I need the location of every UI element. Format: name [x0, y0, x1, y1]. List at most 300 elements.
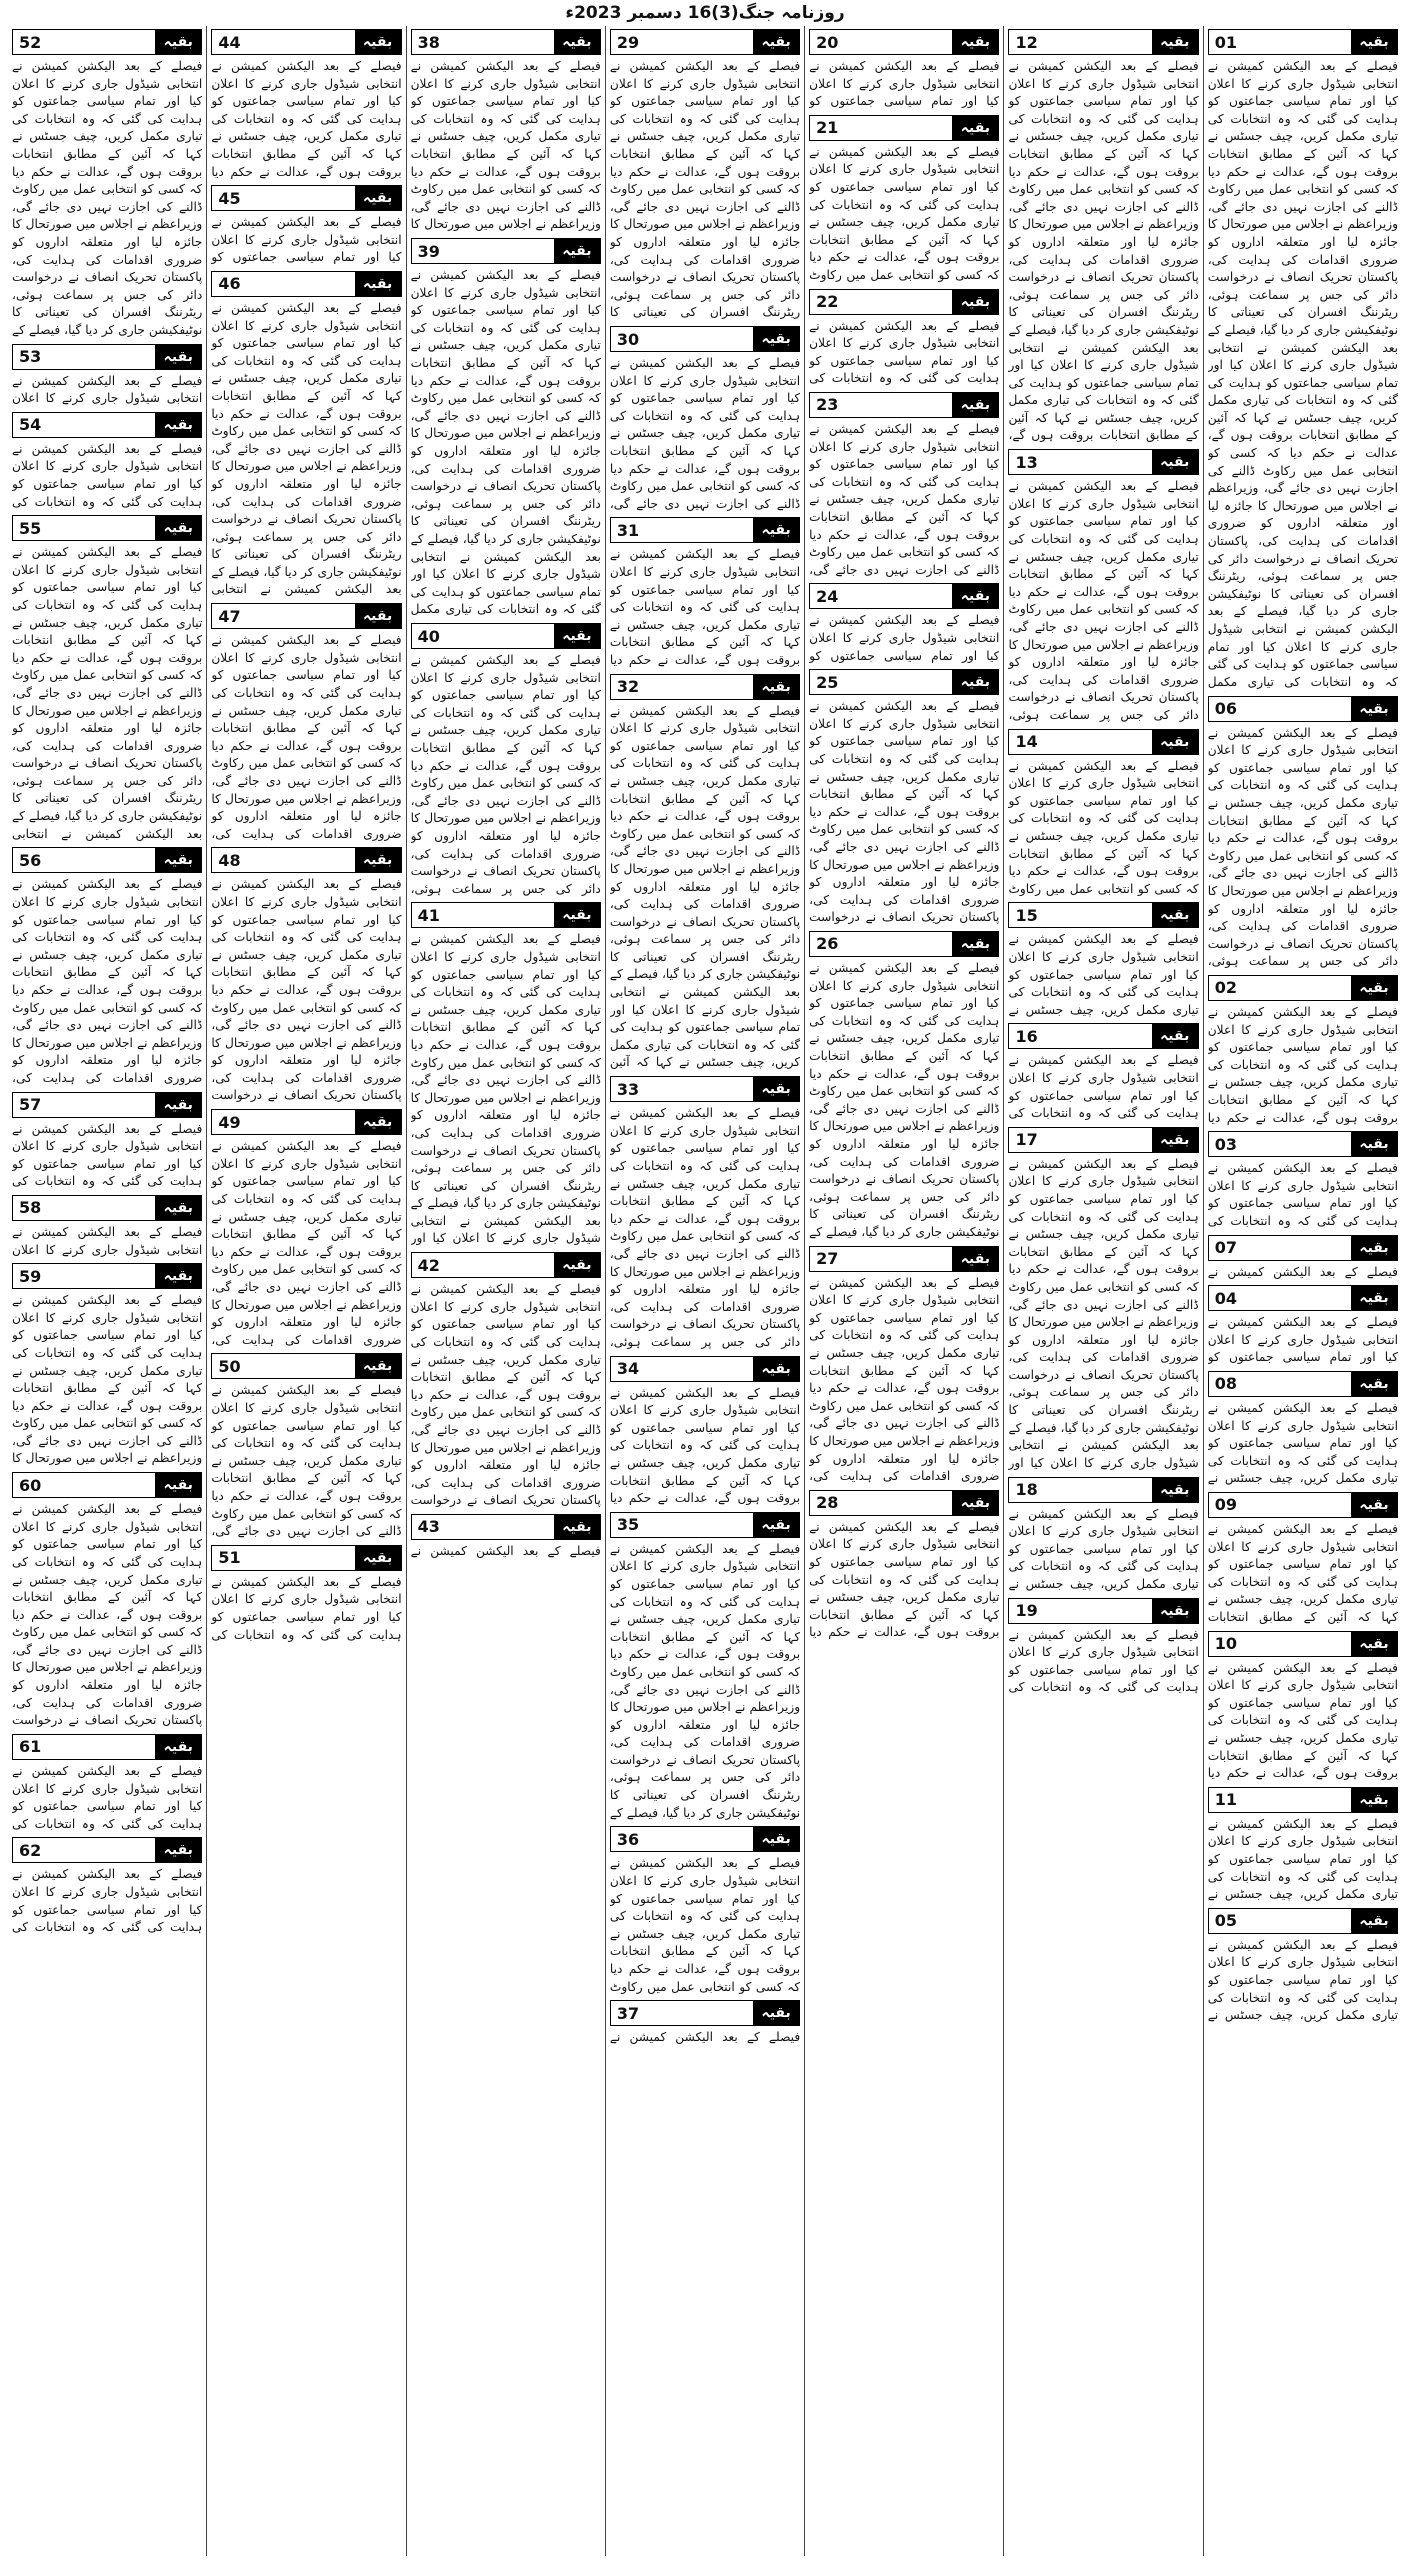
continuation-number: 53	[19, 347, 42, 367]
continuation-header	[211, 603, 401, 629]
continuation-tag: بقیہ	[355, 604, 401, 628]
continuation-tag: بقیہ	[952, 1247, 998, 1271]
continuation-tag: بقیہ	[1351, 1909, 1397, 1933]
continuation-number: 19	[1015, 1601, 1038, 1621]
continuation-number: 59	[19, 1266, 42, 1286]
continuation-tag: بقیہ	[554, 903, 600, 927]
continuation-number: 54	[19, 415, 42, 435]
continuation-tag: بقیہ	[753, 1513, 799, 1537]
continuation-box	[12, 1472, 202, 1730]
continuation-header	[1208, 1631, 1398, 1657]
continuation-box	[1008, 729, 1198, 899]
continuation-number: 11	[1214, 1790, 1237, 1810]
continuation-text: فیصلے کے بعد الیکشن کمیشن نے انتخابی شیڈول جاری کرنے کا اعلان کیا اور تمام سیاسی جماعتوں کو ہدایت کی گئی کہ وہ انتخابات کی تیاری مکمل کریں، چیف جسٹس نے کہا کہ آئین کے مطابق انتخابات بروقت ہوں گے، عدالت نے حکم دیا کہ کسی کو انتخابی عمل میں رکاوٹ ڈالنے کی اجازت نہیں دی جائے گی، وزیراعظم نے اجلاس میں صورتحال کا جائزہ لیا اور متعلقہ اداروں کو ضروری اقدامات کی ہدایت کی، پاکستان تحریک انصاف نے درخواست دائر کی جس پر سماعت ہوئی، ریٹرننگ افسران کی تعیناتی کا نوٹیفکیشن جاری کر دیا گیا، فیصلے کے	[609, 1541, 801, 1820]
continuation-text: فیصلے کے بعد الیکشن کمیشن نے انتخابی شیڈول جاری کرنے کا اعلان کیا اور تمام سیاسی جماعتوں کو ہدایت کی گئی کہ وہ انتخابات کی تیاری مکمل کریں، چیف جسٹس نے کہا کہ آئین کے مطابق انتخابات بروقت ہوں گے، عدالت نے حکم دیا	[1207, 1004, 1398, 1125]
continuation-header	[411, 1252, 601, 1278]
continuation-text: فیصلے کے بعد الیکشن کمیشن نے انتخابی شیڈول جاری کرنے کا اعلان کیا اور تمام سیاسی جماعتوں کو ہدایت کی گئی کہ وہ انتخابات کی تیاری مکمل کریں، چیف جسٹس نے	[1008, 932, 1199, 1017]
continuation-text: فیصلے کے بعد الیکشن کمیشن نے انتخابی شیڈول جاری کرنے کا اعلان کیا اور تمام سیاسی جماعتوں کو ہدایت کی گئی کہ وہ انتخابات کی	[211, 1574, 402, 1642]
continuation-number: 23	[816, 395, 839, 415]
continuation-header	[12, 1837, 202, 1863]
continuation-header	[411, 1514, 601, 1540]
continuation-text: فیصلے کے بعد الیکشن کمیشن نے انتخابی شیڈول جاری کرنے کا اعلان کیا اور تمام سیاسی جماعتوں کو ہدایت کی گئی کہ وہ انتخابات کی تیاری مکمل کریں، چیف جسٹس نے کہا کہ آئین کے مطابق انتخابات بروقت ہوں گے، عدالت نے حکم دیا کہ کسی کو انتخابی عمل میں رکاوٹ ڈالنے کی اجازت نہیں دی جائے گی، وزیراعظم نے اجلاس میں صورتحال کا جائزہ لیا اور متعلقہ اداروں کو ضروری اقدامات کی ہدایت کی،	[12, 877, 203, 1085]
continuation-text: فیصلے کے بعد الیکشن کمیشن نے انتخابی شیڈول جاری کرنے کا اعلان کیا اور تمام سیاسی جماعتوں کو ہدایت کی گئی کہ وہ انتخابات کی	[12, 1763, 203, 1831]
continuation-text: فیصلے کے بعد الیکشن کمیشن نے انتخابی شیڈول جاری کرنے کا اعلان کیا اور تمام سیاسی جماعتوں کو ہدایت کی گئی کہ وہ انتخابات کی تیاری مکمل کریں، چیف جسٹس نے کہا کہ آئین کے مطابق انتخابات بروقت ہوں گے، عدالت نے حکم دیا کہ کسی کو انتخابی عمل میں رکاوٹ ڈالنے کی اجازت نہیں دی جائے گی، وزیراعظم نے اجلاس میں صورتحال کا جائزہ لیا اور متعلقہ اداروں کو ضروری اقدامات کی ہدایت کی، پاکستان تحریک انصاف نے درخواست	[211, 877, 402, 1103]
continuation-header	[12, 1195, 202, 1221]
continuation-text: فیصلے کے بعد الیکشن کمیشن نے انتخابی شیڈول جاری کرنے کا اعلان کیا اور تمام سیاسی جماعتوں کو ہدایت کی گئی کہ وہ انتخابات کی تیاری مکمل کریں، چیف جسٹس نے کہا کہ آئین کے مطابق انتخابات بروقت ہوں گے، عدالت نے حکم دیا	[211, 59, 402, 179]
continuation-text: فیصلے کے بعد الیکشن کمیشن نے انتخابی شیڈول جاری کرنے کا اعلان کیا اور تمام سیاسی جماعتوں کو ہدایت کی گئی کہ وہ انتخابات کی تیاری مکمل کریں، چیف جسٹس نے کہا کہ آئین کے مطابق انتخابات بروقت ہوں گے، عدالت نے حکم دیا کہ کسی کو انتخابی عمل میں رکاوٹ ڈالنے کی اجازت نہیں دی جائے گی،	[609, 356, 801, 511]
continuation-box	[1008, 1023, 1198, 1122]
column-1	[1203, 26, 1402, 2556]
continuation-tag: بقیہ	[355, 30, 401, 54]
continuation-tag: بقیہ	[753, 1077, 799, 1101]
continuation-tag: بقیہ	[355, 1546, 401, 1570]
continuation-number: 34	[616, 1359, 640, 1379]
continuation-header	[809, 931, 999, 957]
continuation-number: 13	[1015, 452, 1038, 472]
continuation-tag: بقیہ	[155, 1838, 201, 1862]
continuation-box	[411, 238, 601, 619]
continuation-header	[809, 1246, 999, 1272]
continuation-tag: بقیہ	[952, 30, 998, 54]
continuation-header	[411, 623, 601, 649]
continuation-text: فیصلے کے بعد الیکشن کمیشن نے انتخابی شیڈول جاری کرنے کا اعلان کیا اور تمام سیاسی جماعتوں کو ہدایت کی گئی کہ وہ انتخابات کی	[1207, 1161, 1398, 1228]
continuation-box	[12, 29, 202, 340]
continuation-tag: بقیہ	[1351, 1632, 1397, 1656]
continuation-tag: بقیہ	[753, 2001, 799, 2025]
continuation-number: 50	[218, 1356, 241, 1376]
continuation-header	[1208, 1908, 1398, 1934]
continuation-tag: بقیہ	[355, 1110, 401, 1134]
continuation-tag: بقیہ	[952, 290, 998, 314]
continuation-box	[610, 1356, 800, 1508]
continuation-header	[809, 29, 999, 55]
continuation-number: 09	[1214, 1495, 1237, 1515]
continuation-number: 36	[616, 1829, 640, 1849]
continuation-tag: بقیہ	[554, 30, 600, 54]
continuation-box	[211, 1353, 401, 1540]
continuation-box	[12, 1837, 202, 1936]
continuation-tag: بقیہ	[753, 675, 799, 699]
continuation-text: فیصلے کے بعد الیکشن کمیشن نے انتخابی شیڈول جاری کرنے کا اعلان کیا اور تمام سیاسی جماعتوں کو ہدایت کی گئی کہ وہ انتخابات کی تیاری مکمل کریں، چیف جسٹس نے کہا کہ آئین کے مطابق انتخابات بروقت ہوں گے، عدالت نے حکم دیا کہ کسی کو انتخابی عمل میں رکاوٹ ڈالنے کی اجازت نہیں دی جائے گی، وزیراعظم نے اجلاس میں صورتحال کا جائزہ لیا اور متعلقہ اداروں کو ضروری اقدامات کی ہدایت کی،	[809, 1275, 1000, 1484]
continuation-header	[610, 2000, 800, 2026]
continuation-header	[211, 29, 401, 55]
continuation-tag: بقیہ	[753, 327, 799, 351]
continuation-header	[809, 392, 999, 418]
continuation-number: 56	[19, 850, 42, 870]
continuation-box	[1208, 1131, 1398, 1230]
continuation-box	[1208, 1908, 1398, 2025]
continuation-text: فیصلے کے بعد الیکشن کمیشن نے انتخابی شیڈول جاری کرنے کا اعلان کیا اور تمام سیاسی جماعتوں کو ہدایت کی گئی کہ وہ انتخابات کی تیاری مکمل کریں، چیف جسٹس نے کہا کہ آئین کے مطابق انتخابات بروقت ہوں گے، عدالت نے حکم دیا کہ کسی کو انتخابی عمل میں رکاوٹ ڈالنے کی اجازت نہیں دی جائے گی، وزیراعظم نے اجلاس میں صورتحال کا جائزہ لیا اور متعلقہ اداروں کو ضروری اقدامات کی ہدایت کی، پاکستان تحریک انصاف نے درخواست دائر کی جس پر سماعت ہوئی، ریٹرننگ افسران کی تعیناتی کا نوٹیفکیشن جاری کر دیا گیا، فیصلے کے بعد الیکشن کمیشن نے انتخابی شیڈول جاری کرنے کا اعلان کیا اور تمام سیاسی جماعتوں کو ہدایت کی گئی کہ وہ انتخابات کی تیاری مکمل کریں، چیف جسٹس نے کہا کہ آئین کے مطابق انتخابات بروقت ہوں گے،	[1008, 59, 1199, 443]
continuation-box	[411, 902, 601, 1248]
continuation-header	[211, 1109, 401, 1135]
continuation-tag: بقیہ	[554, 1515, 600, 1539]
continuation-box	[1208, 1371, 1398, 1488]
continuation-tag: بقیہ	[952, 932, 998, 956]
continuation-tag: بقیہ	[155, 1093, 201, 1117]
continuation-text: فیصلے کے بعد الیکشن کمیشن نے انتخابی شیڈول جاری کرنے کا اعلان کیا اور تمام سیاسی جماعتوں کو	[809, 59, 1000, 109]
continuation-text: فیصلے کے بعد الیکشن کمیشن نے انتخابی شیڈول جاری کرنے کا اعلان کیا اور تمام سیاسی جماعتوں کو ہدایت کی گئی کہ وہ انتخابات کی تیاری مکمل کریں، چیف جسٹس نے کہا کہ آئین کے مطابق انتخابات بروقت ہوں گے، عدالت نے حکم دیا کہ کسی کو انتخابی عمل میں رکاوٹ ڈالنے کی اجازت نہیں دی جائے گی، وزیراعظم نے اجلاس میں صورتحال کا جائزہ لیا اور متعلقہ اداروں کو ضروری اقدامات کی ہدایت کی، پاکستان تحریک انصاف نے درخواست	[809, 699, 1000, 925]
continuation-tag: بقیہ	[155, 516, 201, 540]
continuation-box	[411, 1514, 601, 1561]
continuation-header	[610, 1826, 800, 1852]
continuation-tag: بقیہ	[952, 116, 998, 140]
continuation-text: فیصلے کے بعد الیکشن کمیشن نے انتخابی شیڈول جاری کرنے کا اعلان کیا اور تمام سیاسی جماعتوں کو ہدایت کی گئی کہ وہ انتخابات کی تیاری مکمل کریں، چیف جسٹس نے کہا کہ آئین کے مطابق انتخابات بروقت ہوں گے، عدالت نے حکم دیا کہ کسی کو انتخابی عمل میں رکاوٹ ڈالنے کی اجازت نہیں دی جائے گی، وزیراعظم نے اجلاس میں صورتحال کا جائزہ لیا اور متعلقہ اداروں کو ضروری اقدامات کی ہدایت کی، پاکستان تحریک انصاف نے درخواست دائر کی جس پر سماعت ہوئی، ریٹرننگ افسران کی تعیناتی کا نوٹیفکیشن جاری کر دیا گیا، فیصلے کے بعد الیکشن کمیشن نے انتخابی	[12, 545, 203, 841]
continuation-box	[12, 1195, 202, 1259]
continuation-text: فیصلے کے بعد الیکشن کمیشن نے انتخابی شیڈول جاری کرنے کا اعلان کیا اور تمام سیاسی جماعتوں کو ہدایت کی گئی کہ وہ انتخابات کی تیاری مکمل کریں، چیف جسٹس نے کہا کہ آئین کے مطابق انتخابات بروقت ہوں گے، عدالت نے حکم دیا کہ کسی کو انتخابی عمل میں رکاوٹ ڈالنے کی اجازت نہیں دی جائے گی، وزیراعظم نے اجلاس میں صورتحال کا جائزہ لیا اور متعلقہ اداروں کو ضروری اقدامات کی ہدایت کی، پاکستان تحریک انصاف نے درخواست دائر کی جس پر سماعت ہوئی، ریٹرننگ افسران کی تعیناتی کا نوٹیفکیشن جاری کر دیا گیا، فیصلے کے بعد الیکشن کمیشن نے انتخابی شیڈول جاری کرنے کا اعلان کیا اور	[1008, 1156, 1199, 1470]
continuation-text: فیصلے کے بعد الیکشن کمیشن نے انتخابی شیڈول جاری کرنے کا اعلان کیا اور تمام سیاسی جماعتوں کو ہدایت کی گئی کہ وہ انتخابات کی تیاری مکمل کریں، چیف جسٹس نے	[1008, 1506, 1199, 1591]
continuation-header	[1008, 449, 1198, 475]
continuation-number: 29	[616, 32, 640, 52]
continuation-text: فیصلے کے بعد الیکشن کمیشن نے انتخابی شیڈول جاری کرنے کا اعلان کیا اور تمام سیاسی جماعتوں کو ہدایت کی گئی کہ وہ انتخابات کی تیاری مکمل کریں، چیف جسٹس نے کہا کہ آئین کے مطابق انتخابات بروقت ہوں گے، عدالت نے حکم دیا کہ کسی کو انتخابی عمل میں رکاوٹ ڈالنے کی اجازت نہیں دی جائے گی، وزیراعظم نے اجلاس میں صورتحال کا جائزہ لیا اور متعلقہ اداروں کو ضروری اقدامات کی ہدایت کی، پاکستان تحریک انصاف نے درخواست دائر کی جس پر سماعت ہوئی، ریٹرننگ افسران کی تعیناتی کا نوٹیفکیشن جاری کر دیا گیا، فیصلے کے بعد الیکشن کمیشن نے انتخابی شیڈول جاری کرنے کا اعلان کیا اور	[410, 932, 601, 1246]
continuation-box	[610, 1076, 800, 1351]
column-4	[605, 26, 804, 2556]
continuation-text: فیصلے کے بعد الیکشن کمیشن نے انتخابی شیڈول جاری کرنے کا اعلان کیا اور تمام سیاسی جماعتوں کو ہدایت کی گئی کہ وہ انتخابات کی تیاری مکمل کریں، چیف جسٹس نے کہا کہ آئین کے مطابق انتخابات بروقت ہوں گے، عدالت نے حکم دیا	[609, 547, 801, 667]
continuation-number: 25	[816, 672, 839, 692]
continuation-number: 55	[19, 518, 42, 538]
continuation-tag: بقیہ	[1351, 30, 1397, 54]
continuation-number: 10	[1214, 1634, 1237, 1654]
continuation-text: فیصلے کے بعد الیکشن کمیشن نے انتخابی شیڈول جاری کرنے کا اعلان کیا اور تمام سیاسی جماعتوں کو ہدایت کی گئی کہ وہ انتخابات کی تیاری مکمل کریں، چیف جسٹس نے کہا کہ آئین کے مطابق انتخابات بروقت ہوں گے، عدالت نے حکم دیا کہ کسی کو انتخابی عمل میں رکاوٹ ڈالنے کی اجازت نہیں دی جائے گی، وزیراعظم نے اجلاس میں صورتحال کا جائزہ لیا اور متعلقہ اداروں کو ضروری اقدامات کی ہدایت کی، پاکستان تحریک انصاف نے درخواست دائر کی جس پر سماعت ہوئی، ریٹرننگ افسران کی تعیناتی کا نوٹیفکیشن جاری کر دیا گیا، فیصلے کے بعد الیکشن کمیشن نے انتخابی	[211, 300, 402, 597]
continuation-header	[1008, 902, 1198, 928]
continuation-box	[12, 412, 202, 511]
continuation-number: 62	[19, 1840, 42, 1860]
column-2	[1003, 26, 1202, 2556]
continuation-header	[12, 344, 202, 370]
continuation-text: فیصلے کے بعد الیکشن کمیشن نے انتخابی شیڈول جاری کرنے کا اعلان کیا اور تمام سیاسی جماعتوں کو	[1207, 1315, 1398, 1365]
continuation-tag: بقیہ	[355, 1354, 401, 1378]
continuation-box	[1008, 29, 1198, 445]
continuation-box	[809, 392, 999, 579]
continuation-text: فیصلے کے بعد الیکشن کمیشن نے انتخابی شیڈول جاری کرنے کا اعلان کیا اور تمام سیاسی جماعتوں کو ہدایت کی گئی کہ وہ انتخابات کی تیاری مکمل کریں، چیف جسٹس نے کہا کہ آئین کے مطابق انتخابات بروقت ہوں گے، عدالت نے حکم دیا کہ کسی کو انتخابی عمل میں رکاوٹ ڈالنے کی اجازت نہیں دی جائے گی، وزیراعظم نے اجلاس میں صورتحال کا جائزہ لیا اور متعلقہ اداروں کو ضروری اقدامات کی ہدایت کی، پاکستان تحریک انصاف نے درخواست دائر کی جس پر سماعت ہوئی، ریٹرننگ افسران کی تعیناتی کا نوٹیفکیشن جاری کر دیا گیا، فیصلے کے بعد الیکشن کمیشن نے انتخابی شیڈول جاری کرنے کا اعلان کیا اور تمام سیاسی جماعتوں کو ہدایت کی گئی کہ وہ انتخابات کی تیاری مکمل کریں، چیف جسٹس نے کہا کہ آئین کے مطابق انتخابات بروقت ہوں گے، عدالت نے حکم دیا کہ کسی کو انتخابی عمل میں رکاوٹ ڈالنے کی اجازت نہیں دی جائے گی، وزیراعظم نے اجلاس میں صورتحال کا جائزہ لیا اور متعلقہ اداروں کو ضروری اقدامات کی ہدایت کی، پاکستان تحریک انصاف نے درخواست دائر کی جس پر سماعت ہوئی، ریٹرننگ افسران کی تعیناتی کا نوٹیفکیشن جاری کر دیا گیا، فیصلے کے بعد الیکشن کمیشن نے انتخابی شیڈول جاری کرنے کا اعلان کیا اور تمام سیاسی جماعتوں کو ہدایت کی گئی کہ وہ انتخابات کی تیاری مکمل	[1207, 59, 1398, 689]
continuation-number: 04	[1214, 1288, 1237, 1308]
continuation-box	[211, 1109, 401, 1349]
continuation-text: فیصلے کے بعد الیکشن کمیشن نے انتخابی شیڈول جاری کرنے کا اعلان کیا اور تمام سیاسی جماعتوں کو ہدایت کی گئی کہ وہ انتخابات کی تیاری مکمل کریں، چیف جسٹس نے کہا کہ آئین کے مطابق انتخابات بروقت ہوں گے، عدالت نے حکم دیا کہ کسی کو انتخابی عمل میں رکاوٹ ڈالنے کی اجازت نہیں دی جائے گی،	[211, 1383, 402, 1539]
continuation-text: فیصلے کے بعد الیکشن کمیشن نے انتخابی شیڈول جاری کرنے کا اعلان کیا اور تمام سیاسی جماعتوں کو ہدایت کی گئی کہ وہ انتخابات کی تیاری مکمل کریں، چیف جسٹس نے کہا کہ آئین کے مطابق انتخابات بروقت ہوں گے، عدالت نے حکم دیا کہ کسی کو انتخابی عمل میں رکاوٹ ڈالنے کی اجازت نہیں دی جائے گی، وزیراعظم نے اجلاس میں صورتحال کا جائزہ لیا اور متعلقہ اداروں کو ضروری اقدامات کی ہدایت کی، پاکستان تحریک انصاف نے درخواست دائر کی جس پر سماعت ہوئی، ریٹرننگ افسران کی تعیناتی کا	[609, 59, 801, 320]
continuation-text: فیصلے کے بعد الیکشن کمیشن نے انتخابی شیڈول جاری کرنے کا اعلان	[12, 373, 203, 406]
continuation-text: فیصلے کے بعد الیکشن کمیشن نے انتخابی شیڈول جاری کرنے کا اعلان کیا اور تمام سیاسی جماعتوں کو ہدایت کی گئی کہ وہ انتخابات کی تیاری مکمل کریں، چیف جسٹس نے کہا کہ آئین کے مطابق انتخابات بروقت ہوں گے، عدالت نے حکم دیا	[1207, 1660, 1398, 1781]
continuation-number: 35	[616, 1515, 640, 1535]
continuation-header	[1208, 1787, 1398, 1813]
continuation-text: فیصلے کے بعد الیکشن کمیشن نے انتخابی شیڈول جاری کرنے کا اعلان کیا اور تمام سیاسی جماعتوں کو ہدایت کی گئی کہ وہ انتخابات کی تیاری مکمل کریں، چیف جسٹس نے کہا کہ آئین کے مطابق انتخابات بروقت ہوں گے، عدالت نے حکم دیا کہ کسی کو انتخابی عمل میں رکاوٹ ڈالنے کی اجازت نہیں دی جائے گی، وزیراعظم نے اجلاس میں صورتحال کا جائزہ لیا اور متعلقہ اداروں کو ضروری اقدامات کی ہدایت کی، پاکستان تحریک انصاف نے درخواست دائر کی جس پر سماعت ہوئی، ریٹرننگ افسران کی تعیناتی کا نوٹیفکیشن جاری کر دیا گیا، فیصلے کے بعد الیکشن کمیشن نے انتخابی شیڈول جاری کرنے کا اعلان کیا اور تمام سیاسی جماعتوں کو ہدایت کی گئی کہ وہ انتخابات کی تیاری مکمل کریں، چیف جسٹس نے کہا کہ آئین	[609, 703, 801, 1070]
continuation-text: فیصلے کے بعد الیکشن کمیشن نے انتخابی شیڈول جاری کرنے کا اعلان کیا اور تمام سیاسی جماعتوں کو	[809, 613, 1000, 663]
continuation-text: فیصلے کے بعد الیکشن کمیشن نے انتخابی شیڈول جاری کرنے کا اعلان کیا اور تمام سیاسی جماعتوں کو	[211, 215, 402, 265]
continuation-text: فیصلے کے بعد الیکشن کمیشن نے	[410, 1543, 601, 1558]
continuation-header	[809, 1490, 999, 1516]
continuation-header	[610, 1076, 800, 1102]
continuation-header	[1208, 1131, 1398, 1157]
continuation-number: 15	[1015, 905, 1038, 925]
continuation-number: 30	[616, 329, 640, 349]
continuation-tag: بقیہ	[1351, 1493, 1397, 1517]
continuation-header	[809, 115, 999, 141]
continuation-header	[12, 1734, 202, 1760]
continuation-number: 27	[816, 1249, 839, 1269]
continuation-header	[610, 517, 800, 543]
continuation-box	[12, 515, 202, 843]
continuation-text: فیصلے کے بعد الیکشن کمیشن نے انتخابی شیڈول جاری کرنے کا اعلان کیا اور تمام سیاسی جماعتوں کو ہدایت کی گئی کہ وہ انتخابات کی تیاری مکمل کریں، چیف جسٹس نے کہا کہ آئین کے مطابق انتخابات بروقت ہوں گے، عدالت نے حکم دیا کہ کسی کو انتخابی عمل میں رکاوٹ ڈالنے کی اجازت نہیں دی جائے گی، وزیراعظم نے اجلاس میں صورتحال کا جائزہ لیا اور متعلقہ اداروں کو ضروری اقدامات کی ہدایت کی، پاکستان تحریک انصاف نے درخواست دائر کی جس پر سماعت ہوئی،	[410, 653, 601, 896]
continuation-box	[211, 1545, 401, 1644]
continuation-text: فیصلے کے بعد الیکشن کمیشن نے انتخابی شیڈول جاری کرنے کا اعلان کیا اور تمام سیاسی جماعتوں کو ہدایت کی گئی کہ وہ انتخابات کی تیاری مکمل کریں، چیف جسٹس نے کہا کہ آئین کے مطابق انتخابات بروقت ہوں گے، عدالت نے حکم دیا کہ کسی کو انتخابی عمل میں رکاوٹ ڈالنے کی اجازت نہیں دی جائے گی، وزیراعظم نے اجلاس میں صورتحال کا جائزہ لیا اور متعلقہ اداروں کو ضروری اقدامات کی ہدایت کی،	[211, 633, 402, 841]
continuation-number: 48	[218, 850, 241, 870]
continuation-box	[610, 29, 800, 322]
continuation-number: 18	[1015, 1480, 1038, 1500]
continuation-tag: بقیہ	[1351, 1286, 1397, 1310]
continuation-tag: بقیہ	[1351, 1132, 1397, 1156]
continuation-tag: بقیہ	[554, 624, 600, 648]
continuation-header	[12, 1472, 202, 1498]
continuation-number: 32	[616, 677, 640, 697]
continuation-tag: بقیہ	[952, 1491, 998, 1515]
continuation-text: فیصلے کے بعد الیکشن کمیشن نے انتخابی شیڈول جاری کرنے کا اعلان کیا اور تمام سیاسی جماعتوں کو ہدایت کی گئی کہ وہ انتخابات کی تیاری مکمل کریں، چیف جسٹس نے کہا کہ آئین کے مطابق انتخابات بروقت ہوں گے، عدالت نے حکم دیا کہ کسی کو انتخابی عمل میں رکاوٹ ڈالنے کی اجازت نہیں دی جائے گی، وزیراعظم نے اجلاس میں صورتحال کا جائزہ لیا اور متعلقہ اداروں کو ضروری اقدامات کی ہدایت کی، پاکستان تحریک انصاف نے درخواست دائر کی جس پر سماعت ہوئی، ریٹرننگ افسران کی تعیناتی کا نوٹیفکیشن جاری کر دیا گیا، فیصلے کے	[809, 960, 1000, 1239]
continuation-box	[610, 517, 800, 669]
continuation-text: فیصلے کے بعد الیکشن کمیشن نے انتخابی شیڈول جاری کرنے کا اعلان کیا اور تمام سیاسی جماعتوں کو ہدایت کی گئی کہ وہ انتخابات کی تیاری مکمل کریں، چیف جسٹس نے کہا کہ آئین کے مطابق انتخابات بروقت ہوں گے، عدالت نے حکم دیا	[809, 1519, 1000, 1640]
continuation-box	[809, 29, 999, 111]
continuation-number: 41	[417, 905, 440, 925]
continuation-box	[1008, 1598, 1198, 1697]
continuation-header	[12, 1092, 202, 1118]
continuation-header	[1008, 29, 1198, 55]
continuation-box	[809, 289, 999, 388]
continuation-box	[211, 847, 401, 1105]
column-6	[206, 26, 405, 2556]
continuation-text: فیصلے کے بعد الیکشن کمیشن نے انتخابی شیڈول جاری کرنے کا اعلان کیا اور تمام سیاسی جماعتوں کو ہدایت کی گئی کہ وہ انتخابات کی	[1008, 1627, 1199, 1695]
continuation-box	[12, 1092, 202, 1191]
continuation-text: فیصلے کے بعد الیکشن کمیشن نے انتخابی شیڈول جاری کرنے کا اعلان کیا اور تمام سیاسی جماعتوں کو ہدایت کی گئی کہ وہ انتخابات کی تیاری مکمل کریں، چیف جسٹس نے	[1207, 1816, 1398, 1902]
continuation-header	[1208, 29, 1398, 55]
continuation-header	[610, 1512, 800, 1538]
continuation-tag: بقیہ	[155, 848, 201, 872]
continuation-number: 03	[1214, 1134, 1237, 1154]
continuation-page	[8, 26, 1402, 2556]
continuation-header	[211, 271, 401, 297]
continuation-tag: بقیہ	[1152, 450, 1198, 474]
continuation-number: 08	[1214, 1374, 1237, 1394]
continuation-header	[809, 669, 999, 695]
continuation-box	[610, 326, 800, 513]
continuation-header	[1008, 1598, 1198, 1624]
continuation-header	[809, 583, 999, 609]
continuation-number: 01	[1214, 32, 1237, 52]
continuation-number: 05	[1214, 1911, 1237, 1931]
continuation-header	[1008, 1127, 1198, 1153]
continuation-tag: بقیہ	[1351, 1372, 1397, 1396]
continuation-tag: بقیہ	[753, 30, 799, 54]
continuation-tag: بقیہ	[1351, 1236, 1397, 1260]
continuation-number: 02	[1214, 978, 1237, 998]
continuation-box	[211, 603, 401, 843]
continuation-box	[1208, 975, 1398, 1127]
continuation-number: 46	[218, 274, 241, 294]
continuation-text: فیصلے کے بعد الیکشن کمیشن نے انتخابی شیڈول جاری کرنے کا اعلان کیا اور تمام سیاسی جماعتوں کو ہدایت کی گئی کہ وہ انتخابات کی تیاری مکمل کریں، چیف جسٹس نے کہا کہ آئین کے مطابق انتخابات بروقت ہوں گے، عدالت نے حکم دیا کہ کسی کو انتخابی عمل میں رکاوٹ ڈالنے کی اجازت نہیں دی جائے گی،	[809, 421, 1000, 577]
continuation-text: فیصلے کے بعد الیکشن کمیشن نے انتخابی شیڈول جاری کرنے کا اعلان کیا اور تمام سیاسی جماعتوں کو ہدایت کی گئی کہ وہ انتخابات کی تیاری مکمل کریں، چیف جسٹس نے کہا کہ آئین کے مطابق انتخابات بروقت ہوں گے، عدالت نے حکم دیا کہ کسی کو انتخابی عمل میں رکاوٹ ڈالنے کی اجازت نہیں دی جائے گی، وزیراعظم نے اجلاس میں صورتحال کا جائزہ لیا اور متعلقہ اداروں کو ضروری اقدامات کی ہدایت کی، پاکستان تحریک انصاف نے درخواست دائر کی جس پر سماعت ہوئی،	[1008, 479, 1199, 722]
continuation-header	[211, 1353, 401, 1379]
continuation-box	[1208, 696, 1398, 971]
continuation-text: فیصلے کے بعد الیکشن کمیشن نے انتخابی شیڈول جاری کرنے کا اعلان کیا اور تمام سیاسی جماعتوں کو ہدایت کی گئی کہ وہ انتخابات کی تیاری مکمل کریں، چیف جسٹس نے کہا کہ آئین کے مطابق انتخابات بروقت ہوں گے، عدالت نے حکم دیا کہ کسی کو انتخابی عمل میں رکاوٹ	[1008, 758, 1199, 896]
continuation-number: 17	[1015, 1130, 1038, 1150]
continuation-tag: بقیہ	[1351, 1788, 1397, 1812]
continuation-tag: بقیہ	[554, 239, 600, 263]
continuation-number: 14	[1015, 732, 1038, 752]
continuation-box	[211, 185, 401, 267]
continuation-box	[1208, 1787, 1398, 1904]
continuation-text: فیصلے کے بعد الیکشن کمیشن نے انتخابی شیڈول جاری کرنے کا اعلان	[12, 1224, 203, 1257]
continuation-number: 38	[417, 32, 440, 52]
continuation-number: 43	[417, 1517, 440, 1537]
continuation-number: 12	[1015, 32, 1038, 52]
continuation-tag: بقیہ	[554, 1253, 600, 1277]
column-7	[8, 26, 206, 2556]
continuation-number: 33	[616, 1079, 640, 1099]
continuation-box	[610, 1512, 800, 1823]
continuation-number: 16	[1015, 1026, 1038, 1046]
continuation-box	[1208, 1631, 1398, 1783]
continuation-text: فیصلے کے بعد الیکشن کمیشن نے انتخابی شیڈول جاری کرنے کا اعلان کیا اور تمام سیاسی جماعتوں کو ہدایت کی گئی کہ وہ انتخابات کی تیاری مکمل کریں، چیف جسٹس نے کہا کہ آئین کے مطابق انتخابات بروقت ہوں گے، عدالت نے حکم دیا کہ کسی کو انتخابی عمل میں رکاوٹ ڈالنے کی اجازت نہیں دی جائے گی، وزیراعظم نے اجلاس میں صورتحال کا جائزہ لیا اور متعلقہ اداروں کو ضروری اقدامات کی ہدایت کی،	[211, 1139, 402, 1347]
continuation-text: فیصلے کے بعد الیکشن کمیشن نے	[609, 2030, 801, 2045]
continuation-header	[610, 674, 800, 700]
continuation-tag: بقیہ	[355, 186, 401, 210]
continuation-text: فیصلے کے بعد الیکشن کمیشن نے انتخابی شیڈول جاری کرنے کا اعلان کیا اور تمام سیاسی جماعتوں کو ہدایت کی گئی کہ وہ انتخابات کی تیاری مکمل کریں، چیف جسٹس نے کہا کہ آئین کے مطابق انتخابات بروقت ہوں گے، عدالت نے حکم دیا کہ کسی کو انتخابی عمل میں رکاوٹ ڈالنے کی اجازت نہیں دی جائے گی، وزیراعظم نے اجلاس میں صورتحال کا جائزہ لیا اور متعلقہ اداروں کو ضروری اقدامات کی ہدایت کی، پاکستان تحریک انصاف نے درخواست	[410, 1282, 601, 1508]
continuation-box	[809, 115, 999, 285]
continuation-number: 60	[19, 1475, 42, 1495]
continuation-text: فیصلے کے بعد الیکشن کمیشن نے انتخابی شیڈول جاری کرنے کا اعلان کیا اور تمام سیاسی جماعتوں کو ہدایت کی گئی کہ وہ انتخابات کی	[12, 441, 203, 509]
continuation-text: فیصلے کے بعد الیکشن کمیشن نے انتخابی شیڈول جاری کرنے کا اعلان کیا اور تمام سیاسی جماعتوں کو ہدایت کی گئی کہ وہ انتخابات کی تیاری مکمل کریں، چیف جسٹس نے کہا کہ آئین کے مطابق انتخابات	[1207, 1521, 1398, 1624]
continuation-header	[1208, 975, 1398, 1001]
continuation-header	[1008, 1023, 1198, 1049]
continuation-text: فیصلے کے بعد الیکشن کمیشن نے انتخابی شیڈول جاری کرنے کا اعلان کیا اور تمام سیاسی جماعتوں کو ہدایت کی گئی کہ وہ انتخابات کی تیاری مکمل کریں، چیف جسٹس نے کہا کہ آئین کے مطابق انتخابات بروقت ہوں گے، عدالت نے حکم دیا کہ کسی کو انتخابی عمل میں رکاوٹ	[609, 1856, 801, 1994]
continuation-tag: بقیہ	[355, 272, 401, 296]
continuation-header	[411, 29, 601, 55]
continuation-tag: بقیہ	[155, 1473, 201, 1497]
continuation-number: 21	[816, 118, 839, 138]
continuation-header	[12, 1263, 202, 1289]
continuation-number: 22	[816, 292, 839, 312]
continuation-box	[1008, 1477, 1198, 1594]
continuation-number: 07	[1214, 1238, 1237, 1258]
continuation-header	[610, 326, 800, 352]
continuation-box	[809, 669, 999, 927]
continuation-header	[12, 412, 202, 438]
continuation-tag: بقیہ	[1152, 1599, 1198, 1623]
continuation-box	[809, 1246, 999, 1486]
continuation-number: 28	[816, 1493, 839, 1513]
continuation-tag: بقیہ	[155, 345, 201, 369]
continuation-number: 39	[417, 241, 440, 261]
continuation-box	[411, 1252, 601, 1510]
continuation-header	[1008, 1477, 1198, 1503]
continuation-number: 06	[1214, 699, 1237, 719]
continuation-text: فیصلے کے بعد الیکشن کمیشن نے انتخابی شیڈول جاری کرنے کا اعلان کیا اور تمام سیاسی جماعتوں کو ہدایت کی گئی کہ وہ انتخابات کی	[12, 1121, 203, 1189]
continuation-number: 20	[816, 32, 839, 52]
continuation-box	[1008, 449, 1198, 724]
continuation-text: فیصلے کے بعد الیکشن کمیشن نے انتخابی شیڈول جاری کرنے کا اعلان کیا اور تمام سیاسی جماعتوں کو ہدایت کی گئی کہ وہ انتخابات کی	[12, 1867, 203, 1935]
continuation-tag: بقیہ	[952, 670, 998, 694]
continuation-box	[809, 931, 999, 1242]
continuation-number: 51	[218, 1548, 241, 1568]
continuation-number: 24	[816, 586, 839, 606]
continuation-box	[610, 674, 800, 1073]
continuation-number: 44	[218, 32, 241, 52]
continuation-text: فیصلے کے بعد الیکشن کمیشن نے انتخابی شیڈول جاری کرنے کا اعلان کیا اور تمام سیاسی جماعتوں کو ہدایت کی گئی کہ وہ انتخابات کی تیاری مکمل کریں، چیف جسٹس نے کہا کہ آئین کے مطابق انتخابات بروقت ہوں گے، عدالت نے حکم دیا کہ کسی کو انتخابی عمل میں رکاوٹ	[809, 144, 1000, 282]
continuation-header	[610, 1356, 800, 1382]
continuation-tag: بقیہ	[1152, 30, 1198, 54]
continuation-box	[610, 1826, 800, 1996]
continuation-tag: بقیہ	[753, 518, 799, 542]
continuation-number: 42	[417, 1255, 440, 1275]
continuation-text: فیصلے کے بعد الیکشن کمیشن نے انتخابی شیڈول جاری کرنے کا اعلان کیا اور تمام سیاسی جماعتوں کو ہدایت کی گئی کہ وہ انتخابات کی تیاری مکمل کریں، چیف جسٹس نے	[1207, 1937, 1398, 2023]
continuation-tag: بقیہ	[1152, 1128, 1198, 1152]
continuation-header	[610, 29, 800, 55]
continuation-tag: بقیہ	[155, 413, 201, 437]
continuation-box	[1008, 902, 1198, 1019]
page-header: روزنامہ جنگ(3)16 دسمبر 2023ء	[565, 3, 845, 23]
continuation-box	[1208, 29, 1398, 692]
column-3	[804, 26, 1003, 2556]
continuation-header	[1208, 696, 1398, 722]
continuation-text: فیصلے کے بعد الیکشن کمیشن نے انتخابی شیڈول جاری کرنے کا اعلان کیا اور تمام سیاسی جماعتوں کو ہدایت کی گئی کہ وہ انتخابات کی تیاری مکمل کریں، چیف جسٹس نے کہا کہ آئین کے مطابق انتخابات بروقت ہوں گے، عدالت نے حکم دیا کہ کسی کو انتخابی عمل میں رکاوٹ ڈالنے کی اجازت نہیں دی جائے گی، وزیراعظم نے اجلاس میں صورتحال کا	[410, 59, 601, 232]
continuation-tag: بقیہ	[1152, 1478, 1198, 1502]
continuation-text: فیصلے کے بعد الیکشن کمیشن نے	[1207, 1264, 1398, 1279]
continuation-text: فیصلے کے بعد الیکشن کمیشن نے انتخابی شیڈول جاری کرنے کا اعلان کیا اور تمام سیاسی جماعتوں کو ہدایت کی گئی کہ وہ انتخابات کی تیاری مکمل کریں، چیف جسٹس نے کہا کہ آئین کے مطابق انتخابات بروقت ہوں گے، عدالت نے حکم دیا کہ کسی کو انتخابی عمل میں رکاوٹ ڈالنے کی اجازت نہیں دی جائے گی، وزیراعظم نے اجلاس میں صورتحال کا جائزہ لیا اور متعلقہ اداروں کو ضروری اقدامات کی ہدایت کی، پاکستان تحریک انصاف نے درخواست دائر کی جس پر سماعت ہوئی، ریٹرننگ افسران کی تعیناتی کا نوٹیفکیشن جاری کر دیا گیا، فیصلے کے	[12, 59, 203, 337]
continuation-number: 58	[19, 1198, 42, 1218]
continuation-header	[411, 902, 601, 928]
continuation-number: 49	[218, 1112, 241, 1132]
continuation-tag: بقیہ	[1152, 1024, 1198, 1048]
continuation-tag: بقیہ	[753, 1827, 799, 1851]
continuation-box	[12, 847, 202, 1087]
continuation-box	[1208, 1285, 1398, 1367]
continuation-box	[411, 29, 601, 234]
continuation-number: 31	[616, 520, 640, 540]
continuation-box	[1208, 1235, 1398, 1282]
continuation-box	[1008, 1127, 1198, 1473]
continuation-header	[1208, 1492, 1398, 1518]
continuation-tag: بقیہ	[155, 1264, 201, 1288]
continuation-number: 61	[19, 1737, 42, 1757]
continuation-box	[211, 29, 401, 181]
continuation-text: فیصلے کے بعد الیکشن کمیشن نے انتخابی شیڈول جاری کرنے کا اعلان کیا اور تمام سیاسی جماعتوں کو ہدایت کی گئی کہ وہ انتخابات کی تیاری مکمل کریں، چیف جسٹس نے کہا کہ آئین کے مطابق انتخابات بروقت ہوں گے، عدالت نے حکم دیا کہ کسی کو انتخابی عمل میں رکاوٹ ڈالنے کی اجازت نہیں دی جائے گی، وزیراعظم نے اجلاس میں صورتحال کا	[12, 1293, 203, 1466]
continuation-header	[1208, 1371, 1398, 1397]
continuation-text: فیصلے کے بعد الیکشن کمیشن نے انتخابی شیڈول جاری کرنے کا اعلان کیا اور تمام سیاسی جماعتوں کو ہدایت کی گئی کہ وہ انتخابات کی	[809, 318, 1000, 386]
continuation-box	[12, 1734, 202, 1833]
continuation-text: فیصلے کے بعد الیکشن کمیشن نے انتخابی شیڈول جاری کرنے کا اعلان کیا اور تمام سیاسی جماعتوں کو ہدایت کی گئی کہ وہ انتخابات کی تیاری مکمل کریں، چیف جسٹس نے	[1207, 1400, 1398, 1486]
continuation-header	[12, 847, 202, 873]
continuation-tag: بقیہ	[155, 1196, 201, 1220]
continuation-tag: بقیہ	[952, 584, 998, 608]
continuation-text: فیصلے کے بعد الیکشن کمیشن نے انتخابی شیڈول جاری کرنے کا اعلان کیا اور تمام سیاسی جماعتوں کو ہدایت کی گئی کہ وہ انتخابات کی تیاری مکمل کریں، چیف جسٹس نے کہا کہ آئین کے مطابق انتخابات بروقت ہوں گے، عدالت نے حکم دیا کہ کسی کو انتخابی عمل میں رکاوٹ ڈالنے کی اجازت نہیں دی جائے گی، وزیراعظم نے اجلاس میں صورتحال کا جائزہ لیا اور متعلقہ اداروں کو ضروری اقدامات کی ہدایت کی، پاکستان تحریک انصاف نے درخواست دائر کی جس پر سماعت ہوئی،	[1207, 725, 1398, 969]
continuation-box	[610, 2000, 800, 2047]
continuation-box	[809, 1490, 999, 1642]
continuation-number: 52	[19, 32, 42, 52]
continuation-tag: بقیہ	[155, 1735, 201, 1759]
continuation-header	[12, 29, 202, 55]
continuation-number: 47	[218, 606, 241, 626]
continuation-number: 40	[417, 626, 440, 646]
continuation-tag: بقیہ	[355, 848, 401, 872]
continuation-number: 26	[816, 934, 839, 954]
continuation-header	[411, 238, 601, 264]
continuation-header	[211, 1545, 401, 1571]
continuation-tag: بقیہ	[1351, 976, 1397, 1000]
continuation-box	[211, 271, 401, 599]
continuation-tag: بقیہ	[753, 1357, 799, 1381]
continuation-text: فیصلے کے بعد الیکشن کمیشن نے انتخابی شیڈول جاری کرنے کا اعلان کیا اور تمام سیاسی جماعتوں کو ہدایت کی گئی کہ وہ انتخابات کی تیاری مکمل کریں، چیف جسٹس نے کہا کہ آئین کے مطابق انتخابات بروقت ہوں گے، عدالت نے حکم دیا کہ کسی کو انتخابی عمل میں رکاوٹ ڈالنے کی اجازت نہیں دی جائے گی، وزیراعظم نے اجلاس میں صورتحال کا جائزہ لیا اور متعلقہ اداروں کو ضروری اقدامات کی ہدایت کی، پاکستان تحریک انصاف نے درخواست	[12, 1502, 203, 1728]
continuation-text: فیصلے کے بعد الیکشن کمیشن نے انتخابی شیڈول جاری کرنے کا اعلان کیا اور تمام سیاسی جماعتوں کو ہدایت کی گئی کہ وہ انتخابات کی	[1008, 1053, 1199, 1121]
continuation-header	[809, 289, 999, 315]
continuation-tag: بقیہ	[1152, 730, 1198, 754]
continuation-text: فیصلے کے بعد الیکشن کمیشن نے انتخابی شیڈول جاری کرنے کا اعلان کیا اور تمام سیاسی جماعتوں کو ہدایت کی گئی کہ وہ انتخابات کی تیاری مکمل کریں، چیف جسٹس نے کہا کہ آئین کے مطابق انتخابات بروقت ہوں گے، عدالت نے حکم دیا کہ کسی کو انتخابی عمل میں رکاوٹ ڈالنے کی اجازت نہیں دی جائے گی، وزیراعظم نے اجلاس میں صورتحال کا جائزہ لیا اور متعلقہ اداروں کو ضروری اقدامات کی ہدایت کی، پاکستان تحریک انصاف نے درخواست دائر کی جس پر سماعت ہوئی، ریٹرننگ افسران کی تعیناتی کا نوٹیفکیشن جاری کر دیا گیا، فیصلے کے بعد الیکشن کمیشن نے انتخابی شیڈول جاری کرنے کا اعلان کیا اور تمام سیاسی جماعتوں کو ہدایت کی گئی کہ وہ انتخابات کی تیاری مکمل	[410, 268, 601, 617]
continuation-header	[1208, 1235, 1398, 1261]
continuation-number: 37	[616, 2003, 640, 2023]
